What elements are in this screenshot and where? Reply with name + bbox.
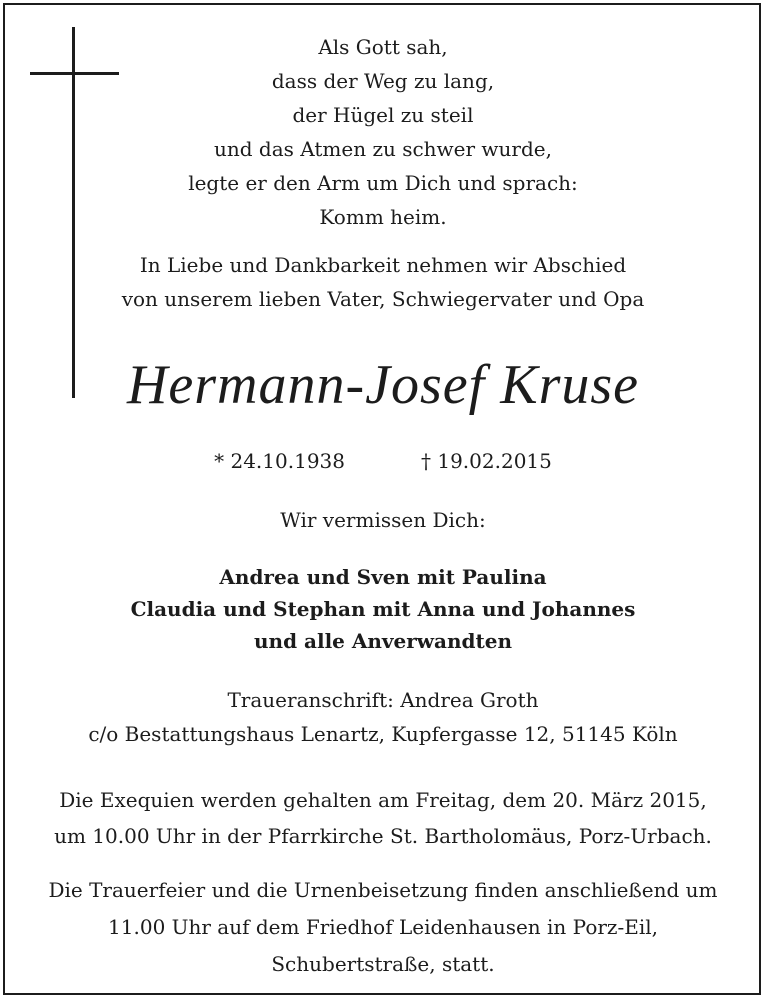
deceased-name: Hermann-Josef Kruse <box>126 354 640 416</box>
mourners-list <box>0 561 766 657</box>
farewell-intro <box>0 248 766 316</box>
verse-line: legte er den Arm um Dich und sprach: <box>188 171 578 195</box>
address-line: c/o Bestattungshaus Lenartz, Kupfergasse 12, 51145 Köln <box>88 722 678 746</box>
verse-line: Komm heim. <box>319 205 447 229</box>
address-line: Traueranschrift: Andrea Groth <box>227 688 539 712</box>
intro-line: von unserem lieben Vater, Schwiegervater und Opa <box>121 287 645 311</box>
verse-line: der Hügel zu steil <box>292 103 474 127</box>
ceremony-info <box>0 872 766 983</box>
verse-line: dass der Weg zu lang, <box>271 69 495 93</box>
mourner-line: und alle Anverwandten <box>253 629 513 653</box>
service-info <box>0 782 766 854</box>
service-line: Die Exequien werden gehalten am Freitag, dem 20. März 2015, <box>59 788 707 812</box>
intro-line: In Liebe und Dankbarkeit nehmen wir Abschied <box>139 253 627 277</box>
death-date: † 19.02.2015 <box>421 449 552 473</box>
verse-line: und das Atmen zu schwer wurde, <box>214 137 552 161</box>
mourning-address <box>0 683 766 751</box>
memorial-verse <box>0 30 766 234</box>
service-line: um 10.00 Uhr in der Pfarrkirche St. Bartholomäus, Porz-Urbach. <box>54 824 712 848</box>
verse-line: Als Gott sah, <box>318 35 448 59</box>
mourner-line: Claudia und Stephan mit Anna und Johannes <box>130 597 636 621</box>
ceremony-line: Schubertstraße, statt. <box>271 952 495 976</box>
life-dates <box>0 446 766 476</box>
miss-line: Wir vermissen Dich: <box>280 508 486 532</box>
birth-date: * 24.10.1938 <box>214 449 345 473</box>
ceremony-line: Die Trauerfeier und die Urnenbeisetzung finden anschließend um <box>48 878 718 902</box>
mourner-line: Andrea und Sven mit Paulina <box>219 565 547 589</box>
ceremony-line: 11.00 Uhr auf dem Friedhof Leidenhausen in Porz-Eil, <box>108 915 658 939</box>
